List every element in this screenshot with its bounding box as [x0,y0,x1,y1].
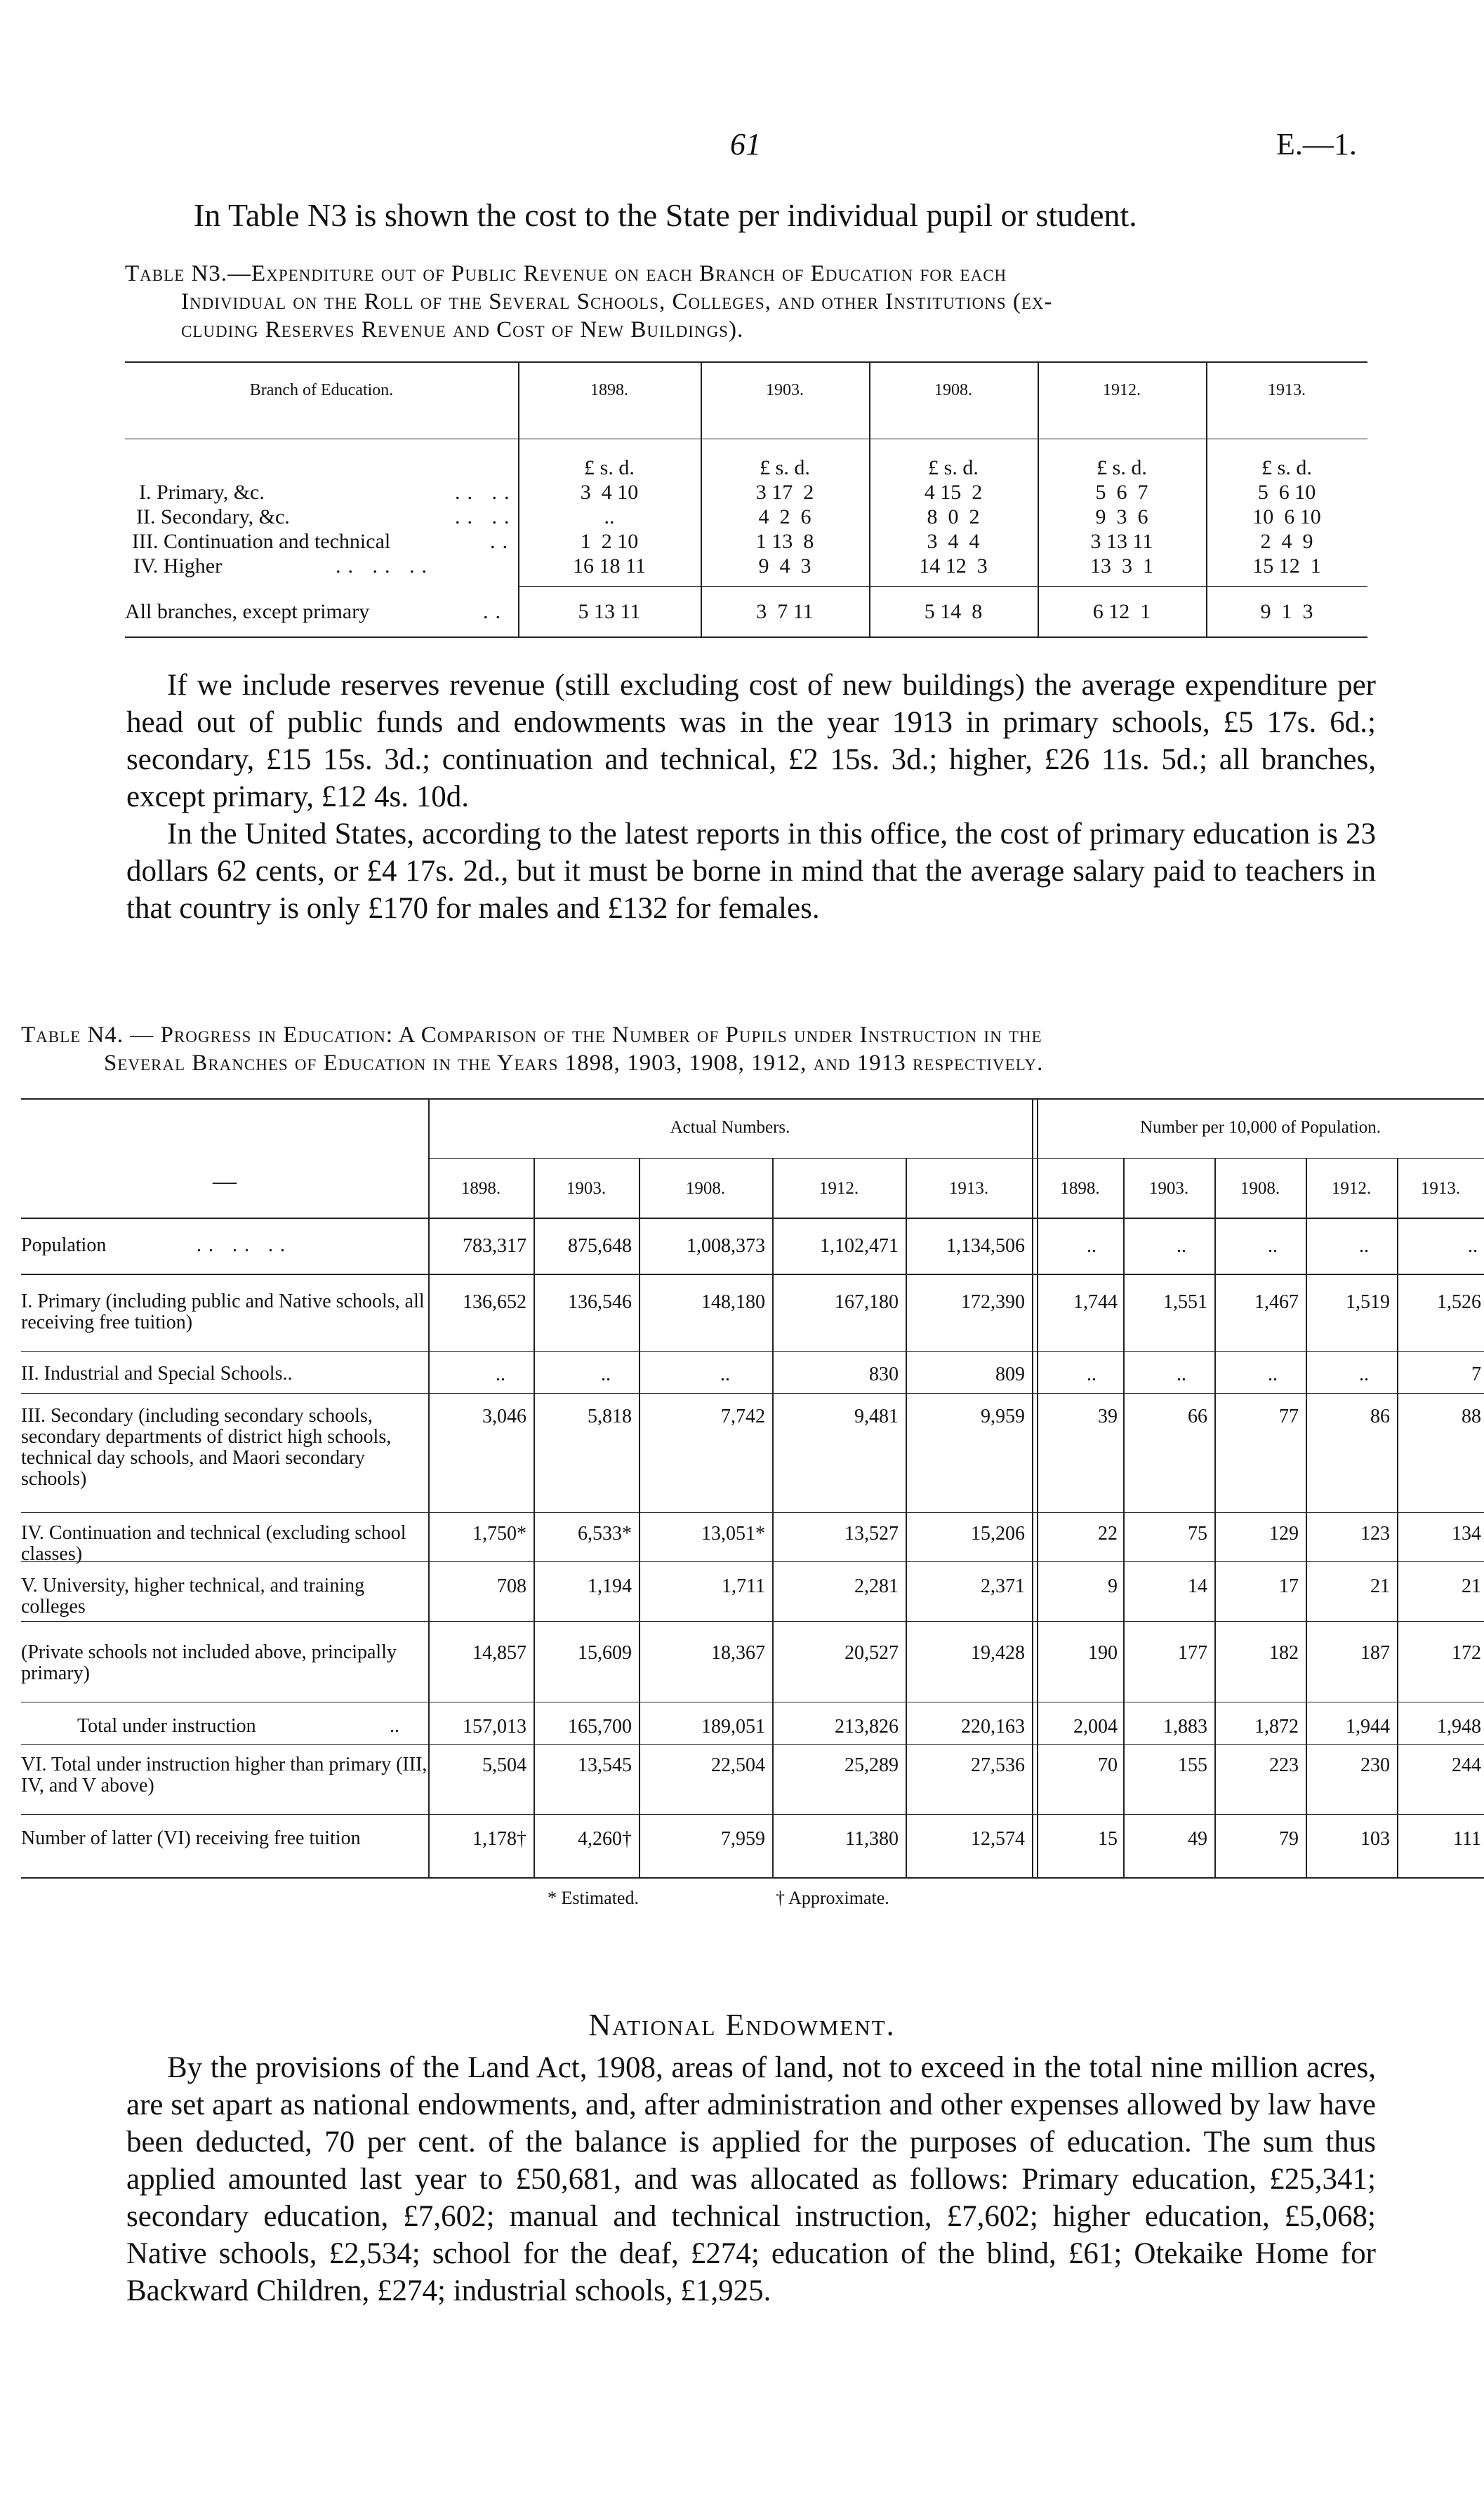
n3-cell: 8 0 2 [927,505,980,528]
page-reference: E.—1. [1276,127,1357,161]
n3-leader-dots: .. [490,530,515,553]
table-n3-caption-line1: Expenditure out of Public Revenue on each Branch of Education for each [251,261,1007,286]
n3-total-cell: 5 14 8 [924,600,983,623]
n4-year-header: 1912. [819,1179,859,1198]
n3-row-label: II. Secondary, &c. [136,505,290,528]
table-n4-caption-line1: Progress in Education: A Comparison of the Number of Pupils under Instruction in the [160,1022,1042,1048]
n4-cell: 7,959 [721,1828,765,1850]
n3-header-year: 1903. [766,381,804,399]
n3-cell: 4 2 6 [758,505,811,528]
n4-cell: 2,004 [1073,1716,1118,1738]
n4-year-header: 1913. [948,1179,989,1198]
n4-cell: 830 [869,1364,899,1385]
n4-cell: 17 [1279,1575,1299,1597]
n4-cell: 213,826 [835,1716,899,1738]
n4-cell: .. [1177,1235,1186,1257]
n4-label-text: Total under instruction [77,1715,256,1737]
n4-cell: 103 [1360,1828,1390,1850]
n4-cell: .. [1359,1235,1369,1257]
n4-cell: 88 [1462,1406,1481,1427]
n4-cell: 1,711 [722,1575,765,1597]
n3-header-year: 1913. [1268,381,1306,399]
n4-cell: 172 [1452,1642,1481,1664]
n4-cell: 21 [1462,1575,1481,1597]
table-n4-caption-line2: Several Branches of Education in the Years 1898, 1903, 1908, 1912, and 1913 respectively. [104,1051,1044,1076]
n4-cell: .. [720,1364,730,1385]
n4-year-header: 1898. [461,1179,501,1198]
n4-leader-dots: .. .. .. [197,1234,292,1256]
endowment-section [126,2049,1376,2309]
n4-leader-dots: .. [390,1715,399,1737]
n4-cell: 25,289 [844,1754,899,1776]
n4-cell: .. [1359,1364,1369,1385]
n3-cell: 3 13 11 [1090,530,1153,553]
section-title: National Endowment. [588,2008,896,2042]
n3-total-label: All branches, except primary [125,600,370,623]
body-paragraphs [126,667,1376,927]
n3-row-label: I. Primary, &c. [139,481,265,504]
table-n3 [125,361,1367,670]
n4-year-header: 1903. [1148,1179,1189,1198]
page-header [0,126,1484,168]
n4-row-label: III. Secondary (including secondary schools, secondary departments of district high schools, technical day schools, and Maori secondary schools) [21,1405,392,1490]
n3-cell: 1 13 8 [755,530,814,553]
page-number: 61 [730,127,761,161]
n4-year-header: 1898. [1060,1179,1100,1198]
n4-cell: 79 [1279,1828,1299,1850]
n4-cell: 1,194 [588,1575,632,1597]
n4-cell: .. [1087,1364,1097,1385]
n4-row-label: VI. Total under instruction higher than primary (III, IV, and V above) [21,1754,428,1796]
n4-cell: 1,883 [1163,1716,1207,1738]
n3-cell: 15 12 1 [1252,554,1321,578]
n4-cell: 220,163 [961,1716,1025,1738]
n3-row-label: IV. Higher [133,554,223,578]
n4-cell: 49 [1188,1828,1207,1850]
n4-cell: 15,206 [971,1523,1025,1545]
n4-cell: 7 [1471,1364,1481,1385]
n3-cell: 14 12 3 [919,554,988,578]
n4-cell: 1,744 [1073,1291,1118,1313]
n3-total-cell: 6 12 1 [1092,600,1151,623]
n4-cell: 6,533* [578,1523,632,1545]
n4-group-per: Number per 10,000 of Population. [1139,1118,1381,1137]
n3-header-year: 1912. [1103,381,1141,399]
n4-cell: 75 [1188,1523,1207,1545]
n3-cell: 5 6 7 [1095,481,1148,504]
n4-cell: 123 [1360,1523,1390,1545]
n4-cell: 21 [1370,1575,1390,1597]
n4-cell: 13,527 [844,1523,899,1545]
paragraph-united-states: In the United States, according to the latest reports in this office, the cost of primary education is 23 dollars 62 cents, or £4 17s. 2d., but it must be borne in mind that the average salary paid to teachers in that country is only £170 for males and £132 for females. [126,818,1376,925]
footnote-approximate: † Approximate. [776,1888,889,1908]
n3-leader-dots: .. .. .. [336,554,434,578]
n4-cell: 11,380 [845,1828,899,1850]
n3-unit: £ s. d. [584,456,635,479]
n3-total-cell: 9 1 3 [1260,600,1313,623]
n4-row-label: (Private schools not included above, principally primary) [21,1641,397,1684]
n4-cell: 244 [1452,1754,1481,1776]
n4-cell: 1,872 [1254,1716,1299,1738]
n4-cell: 167,180 [835,1291,899,1313]
n4-cell: 13,051* [701,1523,765,1545]
n4-cell: 155 [1178,1754,1207,1776]
n4-row-label [21,1235,428,1256]
n4-stub-mark: — [213,1168,237,1194]
n4-cell: .. [1468,1235,1478,1257]
n3-cell: 3 4 4 [927,530,980,553]
n4-year-header: 1903. [566,1179,607,1198]
n4-cell: .. [1087,1235,1097,1257]
n4-cell: 18,367 [711,1642,765,1664]
n4-cell: 129 [1269,1523,1299,1545]
n3-leader-dots: .. [483,600,508,623]
n4-cell: 9 [1108,1575,1118,1597]
n4-cell: 157,013 [463,1716,526,1738]
n3-row-label: III. Continuation and technical [132,530,391,553]
n4-cell: .. [1268,1364,1278,1385]
n4-cell: 223 [1269,1754,1299,1776]
n3-unit: £ s. d. [1097,456,1147,479]
n4-cell: 19,428 [971,1642,1025,1664]
n4-year-header: 1913. [1420,1179,1461,1198]
n4-cell: .. [496,1364,505,1385]
n4-cell: 66 [1188,1406,1207,1427]
n4-cell: 20,527 [844,1642,899,1664]
n3-cell: 9 3 6 [1095,505,1148,528]
n4-cell: 783,317 [463,1235,526,1257]
n4-year-header: 1908. [1240,1179,1280,1198]
n4-cell: .. [1268,1235,1278,1257]
n4-row-label [21,1716,428,1737]
n4-cell: 1,178† [472,1828,526,1850]
n4-cell: 1,134,506 [946,1235,1025,1257]
n3-header-year: 1898. [590,381,628,399]
table-n3-caption [125,260,1374,344]
n4-cell: 39 [1098,1406,1118,1427]
n3-unit: £ s. d. [1261,456,1312,479]
paragraph-endowment: By the provisions of the Land Act, 1908, areas of land, not to exceed in the total nine million acres, are set apart as national endowments, and, after administration and other expenses allowed by law have been deducted, 70 per cent. of the balance is applied for the purposes of education. The sum thus applied amounted last year to £50,681, and was allocated as follows: Primary education, £25,341; secondary education, £7,602; manual and technical instruction, £7,602; higher education, £5,068; Native schools, £2,534; school for the deaf, £274; education of the blind, £61; Otekaike Home for Backward Children, £274; industrial schools, £1,925. [126,2051,1376,2307]
table-n4 [21,1098,1484,1926]
n3-leader-dots: .. .. [455,481,517,504]
n4-cell: 187 [1360,1642,1390,1664]
n4-cell: 1,948 [1437,1716,1481,1738]
n4-cell: 2,281 [854,1575,899,1597]
n3-cell: 1 2 10 [580,530,639,553]
n4-cell: 14 [1188,1575,1207,1597]
n4-cell: 5,818 [588,1406,632,1427]
n4-cell: 809 [995,1364,1025,1385]
n4-cell: 13,545 [578,1754,632,1776]
n4-cell: 190 [1088,1642,1118,1664]
n4-cell: 3,046 [482,1406,526,1427]
n4-cell: 5,504 [482,1754,526,1776]
table-n3-caption-line3: cluding Reserves Revenue and Cost of New Buildings). [181,317,744,342]
n4-cell: 9,959 [981,1406,1025,1427]
n4-cell: 70 [1098,1754,1118,1776]
n4-cell: 708 [497,1575,526,1597]
n4-cell: 148,180 [701,1291,765,1313]
n4-year-header: 1908. [685,1179,726,1198]
n4-cell: 15,609 [578,1642,632,1664]
n4-cell: 177 [1178,1642,1207,1664]
n4-cell: 134 [1452,1523,1481,1545]
n4-year-header: 1912. [1331,1179,1372,1198]
n3-total-cell: 3 7 11 [756,600,814,623]
n4-cell: 9,481 [854,1406,899,1427]
n3-cell: 2 4 9 [1260,530,1313,553]
n4-row-label: II. Industrial and Special Schools.. [21,1363,293,1385]
n4-cell: 12,574 [971,1828,1025,1850]
n4-cell: 86 [1370,1406,1390,1427]
n3-cell: 5 6 10 [1257,481,1316,504]
n4-label-text: Population [21,1234,107,1256]
n4-cell: 1,944 [1346,1716,1390,1738]
n4-cell: .. [601,1364,611,1385]
n4-cell: 22,504 [711,1754,765,1776]
n3-cell: 9 4 3 [758,554,811,578]
n4-cell: 136,652 [463,1291,526,1313]
n3-cell: 4 15 2 [924,481,983,504]
n4-group-actual: Actual Numbers. [670,1118,790,1137]
n4-cell: 27,536 [971,1754,1025,1776]
n4-cell: 875,648 [568,1235,632,1257]
n3-cell: 3 4 10 [580,481,639,504]
n3-cell: .. [604,505,615,528]
paragraph-reserves: If we include reserves revenue (still excluding cost of new buildings) the average expenditure per head out of public funds and endowments was in the year 1913 in primary schools, £5 17s. 6d.; secondary, £15 15s. 3d.; continuation and technical, £2 15s. 3d.; higher, £26 11s. 5d.; all branches, except primary, £12 4s. 10d. [126,669,1376,813]
n4-cell: 77 [1279,1406,1299,1427]
n4-cell: 1,102,471 [820,1235,899,1257]
table-n4-lead: Table N4. — [21,1022,161,1048]
n4-cell: 1,750* [472,1523,526,1545]
n4-cell: 1,526 [1437,1291,1481,1313]
n4-cell: 14,857 [472,1642,526,1664]
n3-cell: 13 3 1 [1090,554,1153,578]
n4-cell: 165,700 [568,1716,632,1738]
n4-cell: 1,467 [1254,1291,1299,1313]
n4-cell: 15 [1098,1828,1118,1850]
n3-leader-dots: .. .. [455,505,517,528]
n4-cell: 1,008,373 [687,1235,765,1257]
n4-cell: 230 [1360,1754,1390,1776]
footnote-estimated: * Estimated. [548,1888,639,1908]
n4-cell: 2,371 [981,1575,1025,1597]
n3-header-year: 1908. [934,381,972,399]
n4-row-label: I. Primary (including public and Native schools, all receiving free tuition) [21,1291,425,1333]
n4-row-label: V. University, higher technical, and training colleges [21,1575,365,1618]
n3-unit: £ s. d. [928,456,979,479]
n4-cell: 7,742 [721,1406,765,1427]
n4-cell: 182 [1269,1642,1299,1664]
n4-cell: 22 [1098,1523,1118,1545]
n3-unit: £ s. d. [760,456,810,479]
table-n4-caption [21,1021,1481,1077]
n3-cell: 16 18 11 [573,554,646,578]
n4-cell: 1,519 [1346,1291,1390,1313]
n4-cell: 189,051 [701,1716,765,1738]
n4-cell: .. [1177,1364,1186,1385]
intro-sentence: In Table N3 is shown the cost to the State per individual pupil or student. [194,197,1137,233]
n4-row-label: IV. Continuation and technical (excluding school classes) [21,1522,406,1565]
n4-cell: 111 [1453,1828,1481,1850]
n3-total-cell: 5 13 11 [578,600,641,623]
n4-cell: 136,546 [568,1291,632,1313]
n4-row-label: Number of latter (VI) receiving free tuition [21,1827,361,1849]
n3-cell: 10 6 10 [1252,505,1321,528]
n3-header-branch: Branch of Education. [249,381,394,399]
n4-cell: 4,260† [578,1828,632,1850]
table-n3-caption-line2: Individual on the Roll of the Several Schools, Colleges, and other Institutions (ex- [181,289,1053,314]
n4-cell: 1,551 [1163,1291,1207,1313]
n4-cell: 172,390 [961,1291,1025,1313]
table-n3-lead: Table N3.— [125,261,252,286]
n3-cell: 3 17 2 [755,481,814,504]
